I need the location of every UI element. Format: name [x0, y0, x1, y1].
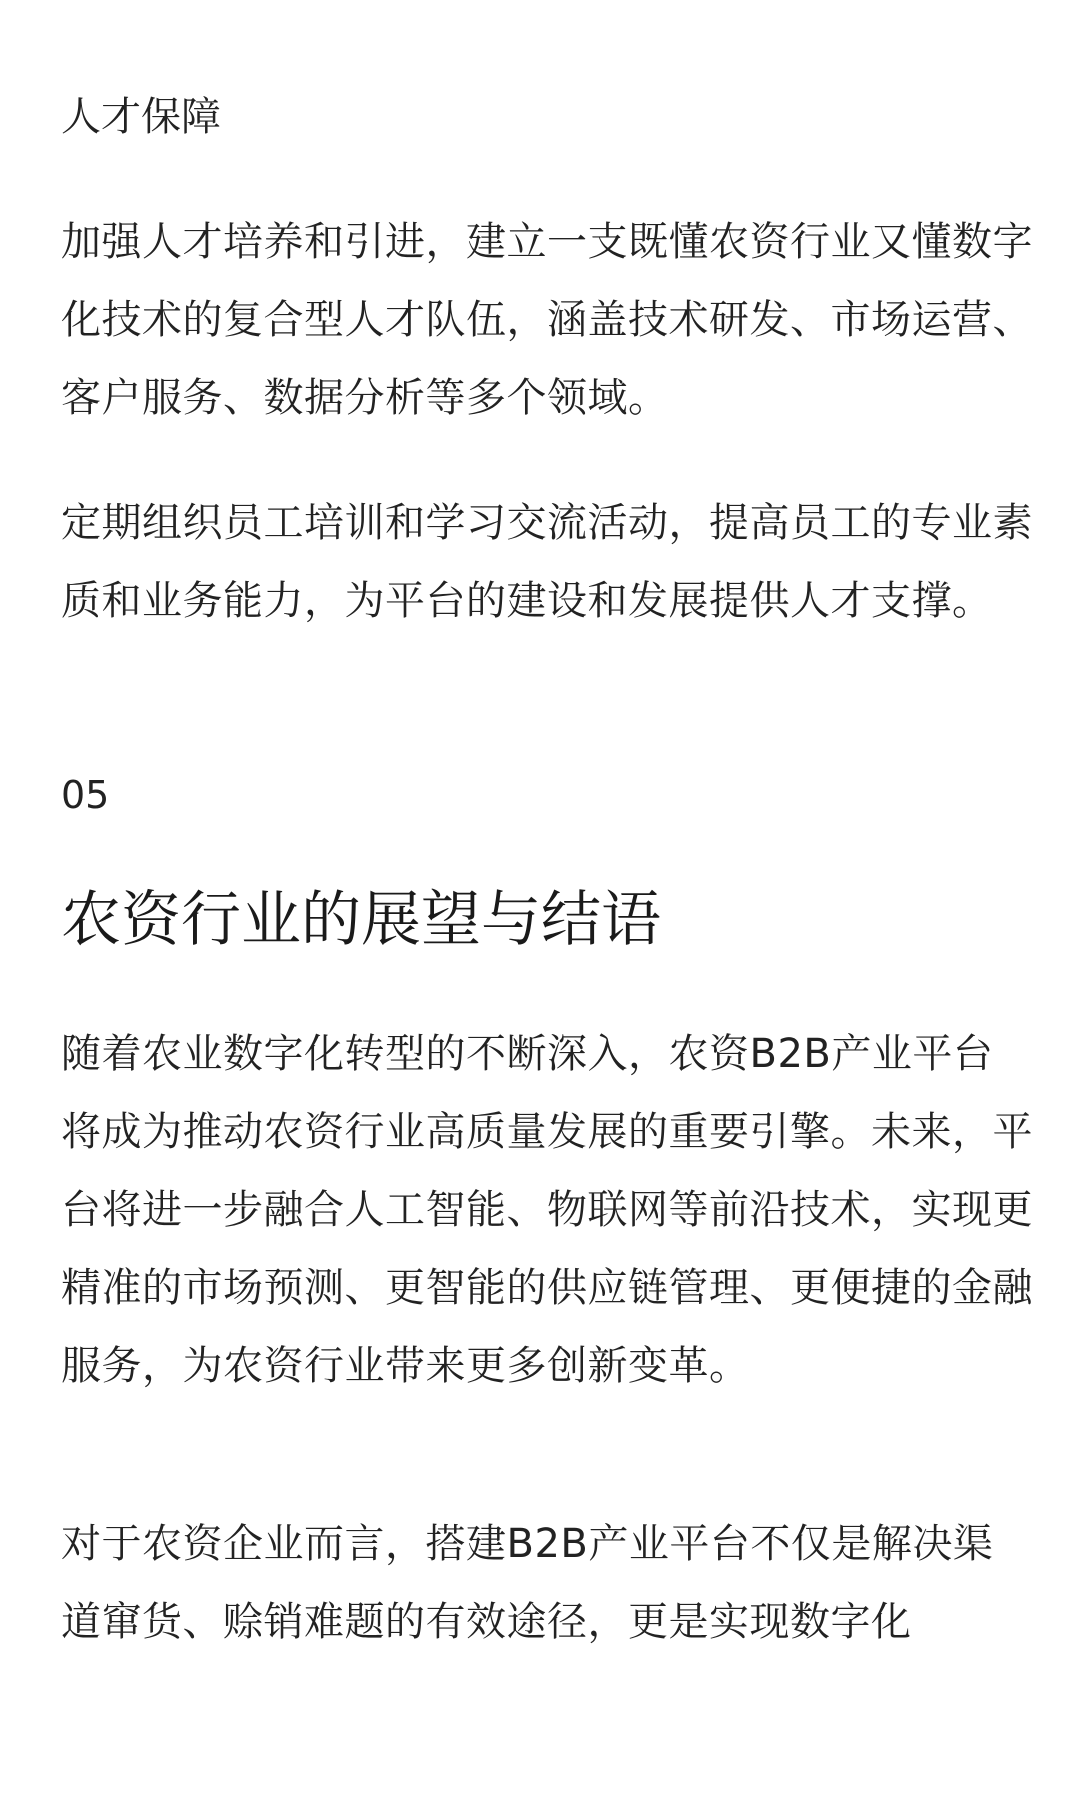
- paragraph: 对于农资企业而言，搭建B2B产业平台不仅是解决渠道窜货、赊销难题的有效途径，更是实现数字化: [61, 1521, 994, 1645]
- paragraph: 定期组织员工培训和学习交流活动，提高员工的专业素质和业务能力，为平台的建设和发展提供人才支撑。: [61, 500, 1033, 624]
- subheading: 人才保障: [61, 94, 221, 140]
- paragraph: 随着农业数字化转型的不断深入，农资B2B产业平台将成为推动农资行业高质量发展的重要引擎。未来，平台将进一步融合人工智能、物联网等前沿技术，实现更精准的市场预测、更智能的供应链管理、更便捷的金融服务，为农资行业带来更多创新变革。: [61, 1031, 1033, 1389]
- section-number: 05: [61, 773, 110, 817]
- paragraph: 加强人才培养和引进，建立一支既懂农资行业又懂数字化技术的复合型人才队伍，涵盖技术研发、市场运营、客户服务、数据分析等多个领域。: [61, 219, 1033, 421]
- section-title: 农资行业的展望与结语: [61, 885, 661, 955]
